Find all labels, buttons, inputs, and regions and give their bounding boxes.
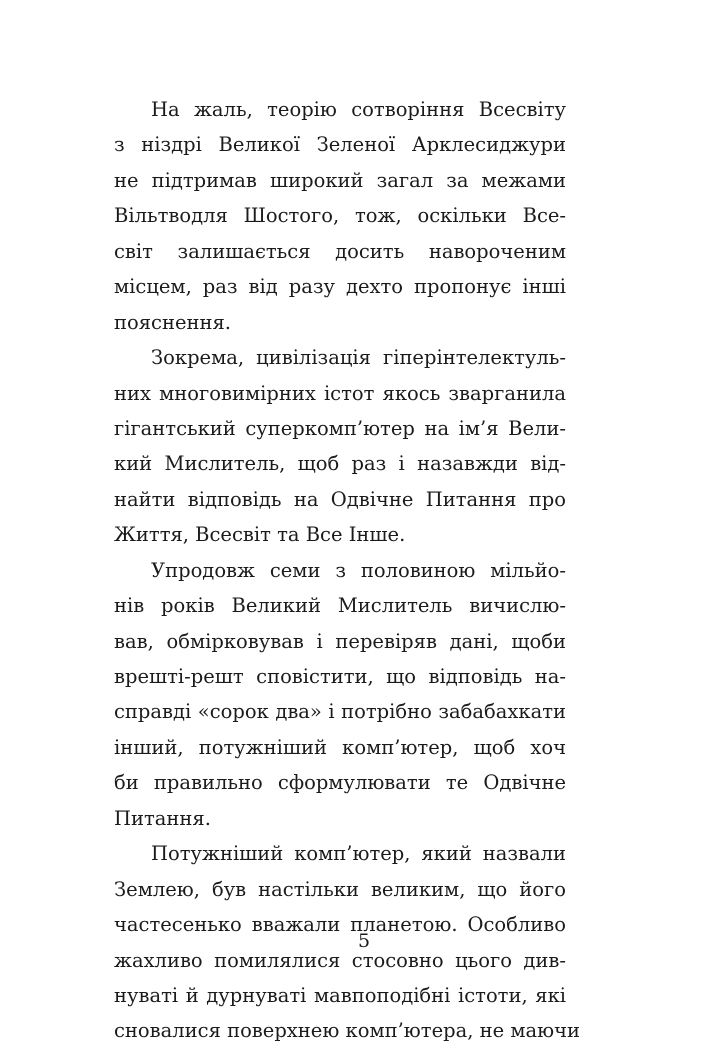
body-text (114, 92, 581, 1049)
text-line: Питання. (114, 806, 211, 830)
text-line: з ніздрі Великої Зеленої Арклесиджури (114, 133, 566, 157)
text-line: гігантський суперкомп’ютер на ім’я Вели- (114, 416, 566, 440)
text-line: справді «сорок два» і потрібно забабахкати (114, 700, 566, 724)
paragraph (114, 340, 566, 553)
text-line: місцем, раз від разу дехто пропонує інші (114, 275, 566, 299)
text-line: сновалися поверхнею комп’ютера, не маючи (114, 1019, 581, 1043)
text-line: не підтримав широкий загал за межами (114, 168, 566, 192)
text-line: би правильно сформулювати те Одвічне (114, 771, 566, 795)
text-line: них многовимірних істот якось зварганила (114, 381, 566, 405)
paragraph (114, 92, 566, 340)
text-line: найти відповідь на Одвічне Питання про (114, 487, 566, 511)
text-line: кий Мислитель, щоб раз і назавжди від- (114, 452, 566, 476)
text-line: вав, обмірковував і перевіряв дані, щоби (114, 629, 566, 653)
text-line: нуваті й дурнуваті мавпоподібні істоти, які (114, 983, 566, 1007)
text-line: Упродовж семи з половиною мільйо- (151, 558, 566, 582)
text-line: Землею, був настільки великим, що його (114, 877, 566, 901)
text-line: світ залишається досить навороченим (114, 239, 566, 263)
text-line: нів років Великий Мислитель вичислю- (114, 594, 566, 618)
text-line: Життя, Всесвіт та Все Інше. (114, 523, 406, 547)
text-line: Вільтводля Шостого, тож, оскільки Все- (114, 204, 566, 228)
text-line: На жаль, теорію сотворіння Всесвіту (151, 98, 566, 121)
text-line: врешті-решт сповістити, що відповідь на- (114, 665, 566, 688)
paragraph (114, 553, 566, 837)
text-line: жахливо помилялися стосовно цього див- (114, 948, 566, 972)
text-line: частесенько вважали планетою. Особливо (114, 913, 566, 937)
text-line: Потужніший комп’ютер, який назвали (151, 842, 566, 866)
text-line: інший, потужніший комп’ютер, щоб хоч (114, 735, 566, 759)
page-number: 5 (357, 930, 371, 952)
text-line: Зокрема, цивілізація гіперінтелектуль- (151, 346, 566, 370)
text-line: пояснення. (114, 310, 231, 334)
